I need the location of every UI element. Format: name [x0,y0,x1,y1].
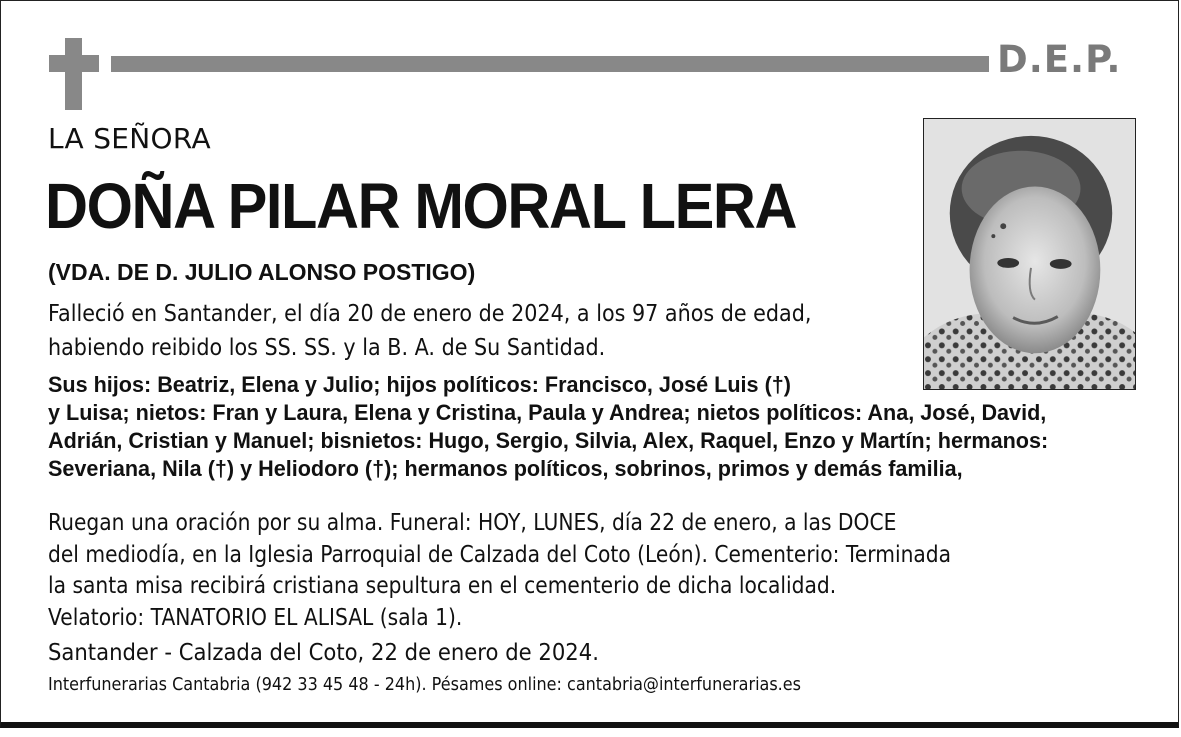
text-line: Falleció en Santander, el día 20 de enero de 2024, a los 97 años de edad, [48,301,812,327]
dep-badge: D.E.P. [997,38,1122,81]
death-announcement [48,297,811,365]
portrait-photo [923,118,1136,390]
text-line: Sus hijos: Beatriz, Elena y Julio; hijos políticos: Francisco, José Luis (†) [48,372,791,397]
header-rule [111,56,989,72]
deceased-name: DOÑA PILAR MORAL LERA [45,170,797,242]
text-line: Severiana, Nila (†) y Heliodoro (†); hermanos políticos, sobrinos, primos y demás familia, [48,456,963,481]
latin-cross-icon [49,38,99,110]
family-list [48,371,1048,483]
text-line: la santa misa recibirá cristiana sepultura en el cementerio de dicha localidad. [48,573,837,599]
text-line: y Luisa; nietos: Fran y Laura, Elena y Cristina, Paula y Andrea; nietos políticos: Ana, José, David, [48,400,1047,425]
place-date: Santander - Calzada del Coto, 22 de enero de 2024. [48,640,599,666]
text-line: Velatorio: TANATORIO EL ALISAL (sala 1). [48,604,463,631]
agency-contact: Interfunerarias Cantabria (942 33 45 48 - 24h). Pésames online: cantabria@interfunerarias.es [48,674,801,695]
service-details [48,508,951,634]
salutation: LA SEÑORA [48,122,211,155]
text-line: habiendo reibido los SS. SS. y la B. A. de Su Santidad. [48,335,606,361]
text-line: Adrián, Cristian y Manuel; bisnietos: Hugo, Sergio, Silvia, Alex, Raquel, Enzo y Martín; hermanos: [48,428,1049,453]
widow-line: (VDA. DE D. JULIO ALONSO POSTIGO) [48,259,476,285]
text-line: Ruegan una oración por su alma. Funeral: HOY, LUNES, día 22 de enero, a las DOCE [48,510,897,536]
text-line: del mediodía, en la Iglesia Parroquial de Calzada del Coto (León). Cementerio: Terminada [48,541,952,568]
